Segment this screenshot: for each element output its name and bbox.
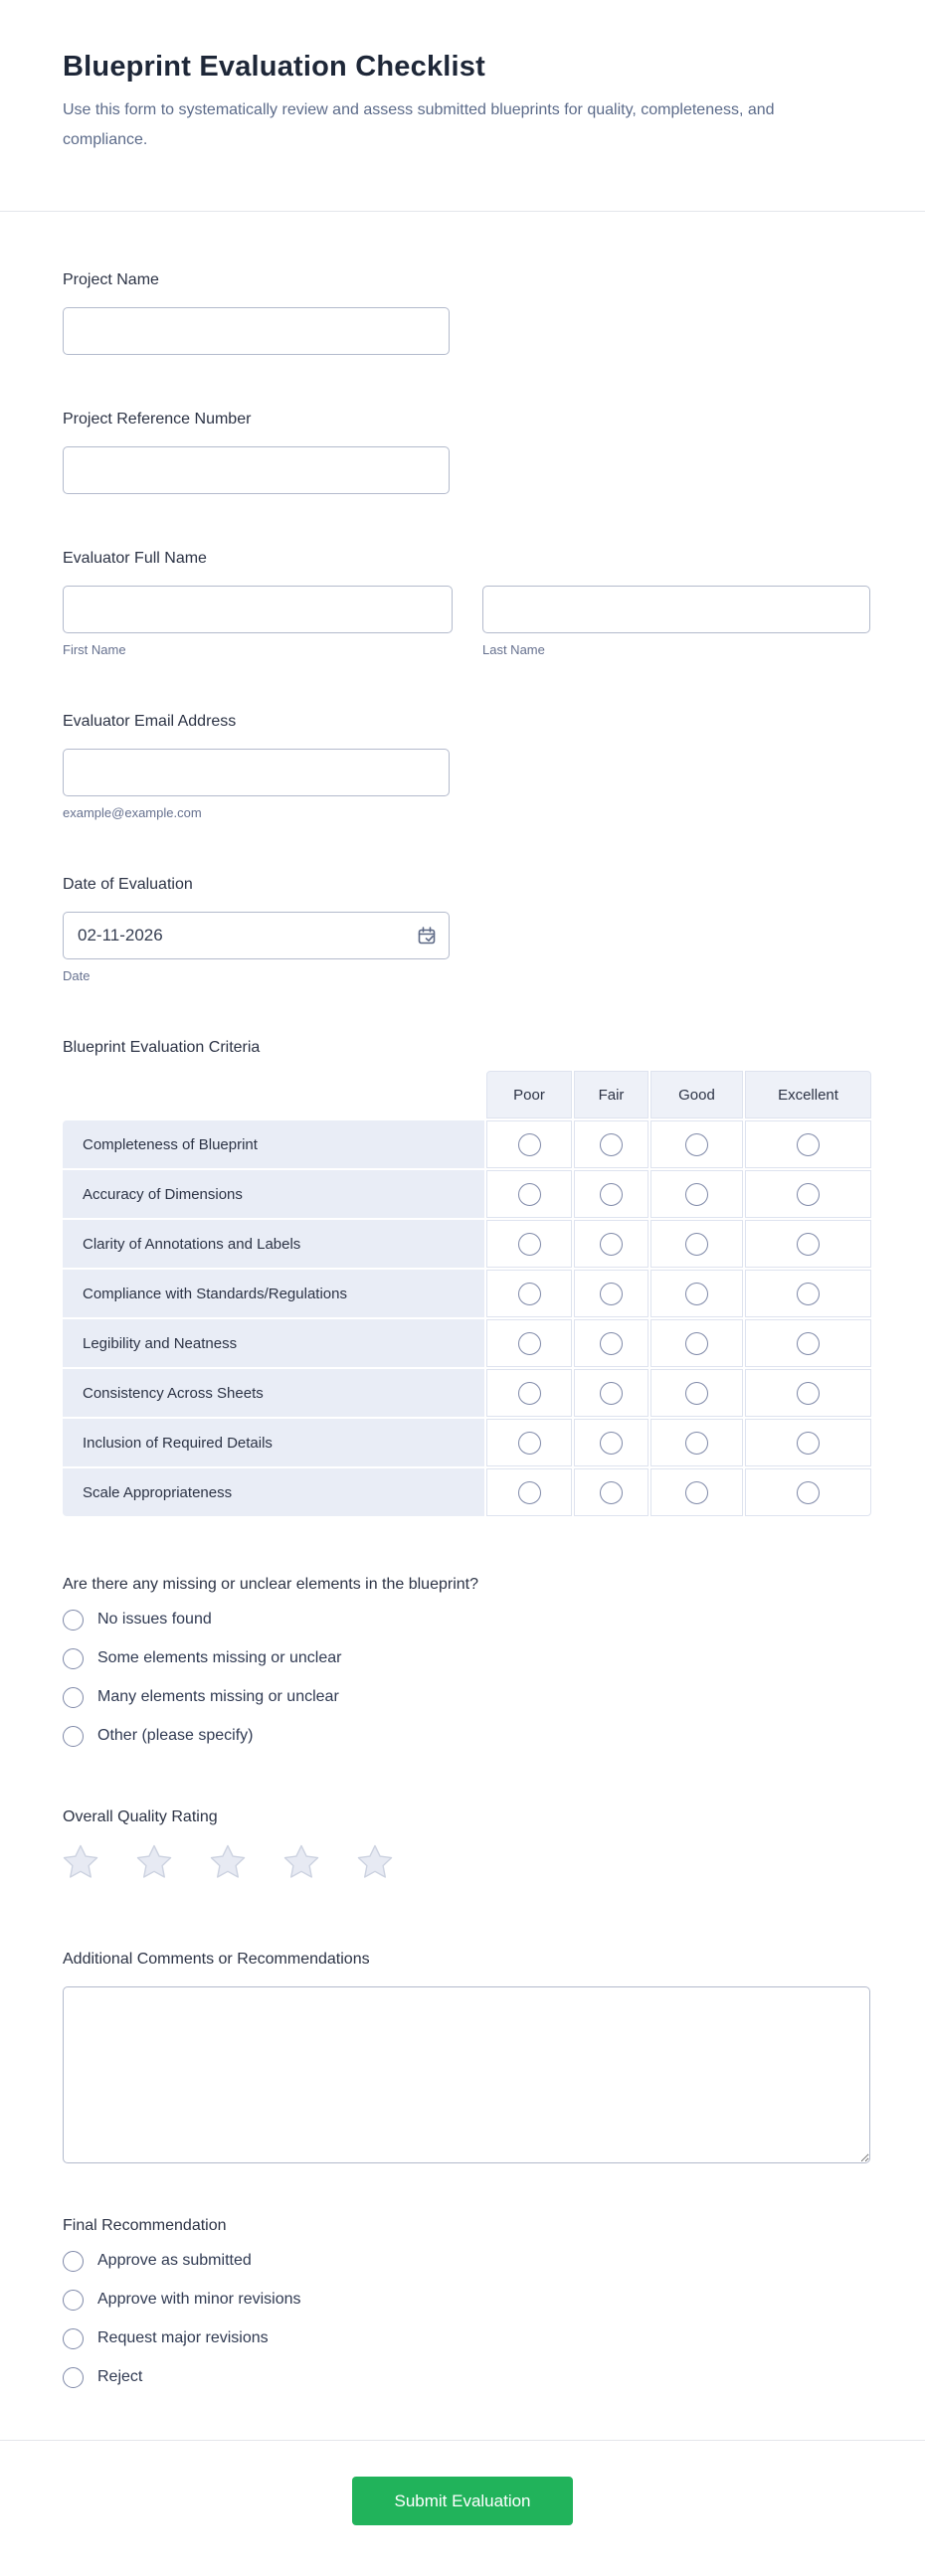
radio-button[interactable] xyxy=(63,1687,84,1708)
radio-button[interactable] xyxy=(600,1183,623,1206)
radio-button[interactable] xyxy=(518,1432,541,1455)
radio-button[interactable] xyxy=(518,1481,541,1504)
radio-option[interactable]: Reject xyxy=(63,2364,871,2390)
criteria-row-label: Completeness of Blueprint xyxy=(63,1120,484,1168)
radio-option[interactable]: Request major revisions xyxy=(63,2325,871,2351)
criteria-row-label: Accuracy of Dimensions xyxy=(63,1170,484,1218)
radio-button[interactable] xyxy=(797,1233,820,1256)
radio-button[interactable] xyxy=(685,1133,708,1156)
field-final-recommendation xyxy=(63,2217,871,2390)
criteria-radio-cell-excellent[interactable] xyxy=(745,1270,871,1317)
criteria-column-header: Good xyxy=(650,1071,743,1118)
criteria-radio-cell-fair[interactable] xyxy=(574,1170,648,1218)
criteria-radio-cell-excellent[interactable] xyxy=(745,1468,871,1516)
star-icon[interactable] xyxy=(357,1843,393,1879)
criteria-radio-cell-poor[interactable] xyxy=(486,1170,572,1218)
radio-button[interactable] xyxy=(600,1481,623,1504)
criteria-radio-cell-poor[interactable] xyxy=(486,1220,572,1268)
radio-button[interactable] xyxy=(63,2251,84,2272)
criteria-radio-cell-fair[interactable] xyxy=(574,1419,648,1466)
radio-button[interactable] xyxy=(518,1133,541,1156)
radio-button[interactable] xyxy=(797,1481,820,1504)
radio-option[interactable]: Other (please specify) xyxy=(63,1723,871,1749)
quality-rating-label: Overall Quality Rating xyxy=(63,1808,218,1825)
radio-button[interactable] xyxy=(600,1283,623,1305)
criteria-row-label: Inclusion of Required Details xyxy=(63,1419,484,1466)
field-project-name xyxy=(63,271,871,355)
form-header xyxy=(0,0,925,155)
evaluator-name-label: Evaluator Full Name xyxy=(63,550,207,567)
radio-button[interactable] xyxy=(518,1332,541,1355)
criteria-table-header xyxy=(63,1071,871,1118)
criteria-column-header: Excellent xyxy=(745,1071,871,1118)
radio-button[interactable] xyxy=(63,1726,84,1747)
radio-button[interactable] xyxy=(685,1283,708,1305)
evaluator-email-label: Evaluator Email Address xyxy=(63,713,237,730)
criteria-row-label: Compliance with Standards/Regulations xyxy=(63,1270,484,1317)
first-name-input[interactable] xyxy=(63,586,453,633)
criteria-row-label: Clarity of Annotations and Labels xyxy=(63,1220,484,1268)
radio-button[interactable] xyxy=(685,1382,708,1405)
email-sublabel: example@example.com xyxy=(63,805,202,820)
field-project-reference xyxy=(63,411,871,494)
date-sublabel: Date xyxy=(63,968,91,983)
star-icon[interactable] xyxy=(136,1843,172,1879)
radio-button[interactable] xyxy=(518,1382,541,1405)
criteria-radio-cell-fair[interactable] xyxy=(574,1220,648,1268)
criteria-radio-cell-good[interactable] xyxy=(650,1419,743,1466)
field-criteria-table xyxy=(63,1039,871,1516)
criteria-table-body xyxy=(63,1120,871,1516)
radio-button[interactable] xyxy=(600,1133,623,1156)
criteria-radio-cell-good[interactable] xyxy=(650,1170,743,1218)
project-reference-input[interactable] xyxy=(63,446,450,494)
page-title: Blueprint Evaluation Checklist xyxy=(63,51,485,83)
project-name-label: Project Name xyxy=(63,271,159,288)
first-name-sublabel: First Name xyxy=(63,642,126,657)
radio-button[interactable] xyxy=(797,1382,820,1405)
criteria-row-label: Legibility and Neatness xyxy=(63,1319,484,1367)
field-evaluation-date xyxy=(63,876,871,983)
radio-button[interactable] xyxy=(600,1382,623,1405)
criteria-row-label: Scale Appropriateness xyxy=(63,1468,484,1516)
criteria-radio-cell-good[interactable] xyxy=(650,1220,743,1268)
criteria-radio-cell-fair[interactable] xyxy=(574,1120,648,1168)
submit-bar xyxy=(0,2441,925,2575)
criteria-radio-cell-good[interactable] xyxy=(650,1369,743,1417)
criteria-radio-cell-poor[interactable] xyxy=(486,1468,572,1516)
final-recommendation-options xyxy=(63,2248,871,2390)
missing-elements-label: Are there any missing or unclear elements in the blueprint? xyxy=(63,1576,478,1593)
star-icon[interactable] xyxy=(63,1843,98,1879)
form-body xyxy=(0,212,925,2390)
criteria-radio-cell-good[interactable] xyxy=(650,1270,743,1317)
project-name-input[interactable] xyxy=(63,307,450,355)
star-rating xyxy=(63,1843,871,1879)
radio-button[interactable] xyxy=(685,1183,708,1206)
radio-button[interactable] xyxy=(685,1332,708,1355)
project-reference-label: Project Reference Number xyxy=(63,411,252,428)
radio-option[interactable]: Some elements missing or unclear xyxy=(63,1645,871,1671)
field-evaluator-email xyxy=(63,713,871,820)
radio-option[interactable]: Approve with minor revisions xyxy=(63,2287,871,2313)
radio-option[interactable]: No issues found xyxy=(63,1607,871,1632)
radio-button[interactable] xyxy=(797,1183,820,1206)
criteria-radio-cell-fair[interactable] xyxy=(574,1319,648,1367)
criteria-radio-cell-excellent[interactable] xyxy=(745,1319,871,1367)
field-comments xyxy=(63,1951,871,2163)
field-missing-elements xyxy=(63,1576,871,1749)
radio-button[interactable] xyxy=(518,1283,541,1305)
criteria-table-label: Blueprint Evaluation Criteria xyxy=(63,1039,261,1056)
radio-button[interactable] xyxy=(63,2367,84,2388)
radio-button[interactable] xyxy=(685,1432,708,1455)
criteria-radio-cell-fair[interactable] xyxy=(574,1270,648,1317)
star-icon[interactable] xyxy=(210,1843,246,1879)
evaluator-email-input[interactable] xyxy=(63,749,450,796)
radio-option[interactable]: Many elements missing or unclear xyxy=(63,1684,871,1710)
criteria-radio-cell-fair[interactable] xyxy=(574,1468,648,1516)
criteria-radio-cell-excellent[interactable] xyxy=(745,1220,871,1268)
last-name-sublabel: Last Name xyxy=(482,642,545,657)
last-name-input[interactable] xyxy=(482,586,870,633)
final-recommendation-label: Final Recommendation xyxy=(63,2217,227,2234)
criteria-radio-cell-poor[interactable] xyxy=(486,1419,572,1466)
radio-button[interactable] xyxy=(600,1332,623,1355)
radio-button[interactable] xyxy=(63,2328,84,2349)
criteria-radio-cell-excellent[interactable] xyxy=(745,1369,871,1417)
criteria-radio-cell-poor[interactable] xyxy=(486,1270,572,1317)
criteria-radio-cell-poor[interactable] xyxy=(486,1120,572,1168)
radio-option[interactable]: Approve as submitted xyxy=(63,2248,871,2274)
criteria-radio-cell-excellent[interactable] xyxy=(745,1120,871,1168)
criteria-radio-cell-good[interactable] xyxy=(650,1319,743,1367)
criteria-radio-cell-good[interactable] xyxy=(650,1468,743,1516)
radio-button[interactable] xyxy=(797,1283,820,1305)
radio-button[interactable] xyxy=(63,1610,84,1631)
evaluation-date-label: Date of Evaluation xyxy=(63,876,193,893)
table-corner-spacer xyxy=(63,1071,484,1118)
first-name-col xyxy=(63,586,453,657)
criteria-column-header: Poor xyxy=(486,1071,572,1118)
criteria-radio-cell-poor[interactable] xyxy=(486,1369,572,1417)
evaluation-date-input[interactable] xyxy=(63,912,450,959)
missing-elements-options xyxy=(63,1607,871,1749)
radio-button[interactable] xyxy=(685,1233,708,1256)
criteria-radio-cell-excellent[interactable] xyxy=(745,1170,871,1218)
criteria-radio-cell-excellent[interactable] xyxy=(745,1419,871,1466)
star-icon[interactable] xyxy=(283,1843,319,1879)
radio-button[interactable] xyxy=(797,1133,820,1156)
last-name-col xyxy=(482,586,870,657)
radio-button[interactable] xyxy=(797,1332,820,1355)
criteria-radio-cell-fair[interactable] xyxy=(574,1369,648,1417)
radio-button[interactable] xyxy=(600,1432,623,1455)
criteria-radio-cell-poor[interactable] xyxy=(486,1319,572,1367)
form-description: Use this form to systematically review and assess submitted blueprints for quality, completeness, and compliance. xyxy=(63,101,775,148)
radio-button[interactable] xyxy=(600,1233,623,1256)
comments-textarea[interactable] xyxy=(63,1986,870,2163)
criteria-row-label: Consistency Across Sheets xyxy=(63,1369,484,1417)
radio-button[interactable] xyxy=(685,1481,708,1504)
radio-button[interactable] xyxy=(518,1183,541,1206)
criteria-radio-cell-good[interactable] xyxy=(650,1120,743,1168)
field-quality-rating xyxy=(63,1808,871,1879)
comments-label: Additional Comments or Recommendations xyxy=(63,1951,370,1968)
radio-button[interactable] xyxy=(797,1432,820,1455)
radio-button[interactable] xyxy=(63,2290,84,2311)
submit-button[interactable]: Submit Evaluation xyxy=(352,2477,573,2525)
radio-button[interactable] xyxy=(63,1648,84,1669)
radio-button[interactable] xyxy=(518,1233,541,1256)
field-evaluator-name xyxy=(63,550,871,657)
calendar-check-icon[interactable] xyxy=(417,926,437,945)
criteria-column-header: Fair xyxy=(574,1071,648,1118)
